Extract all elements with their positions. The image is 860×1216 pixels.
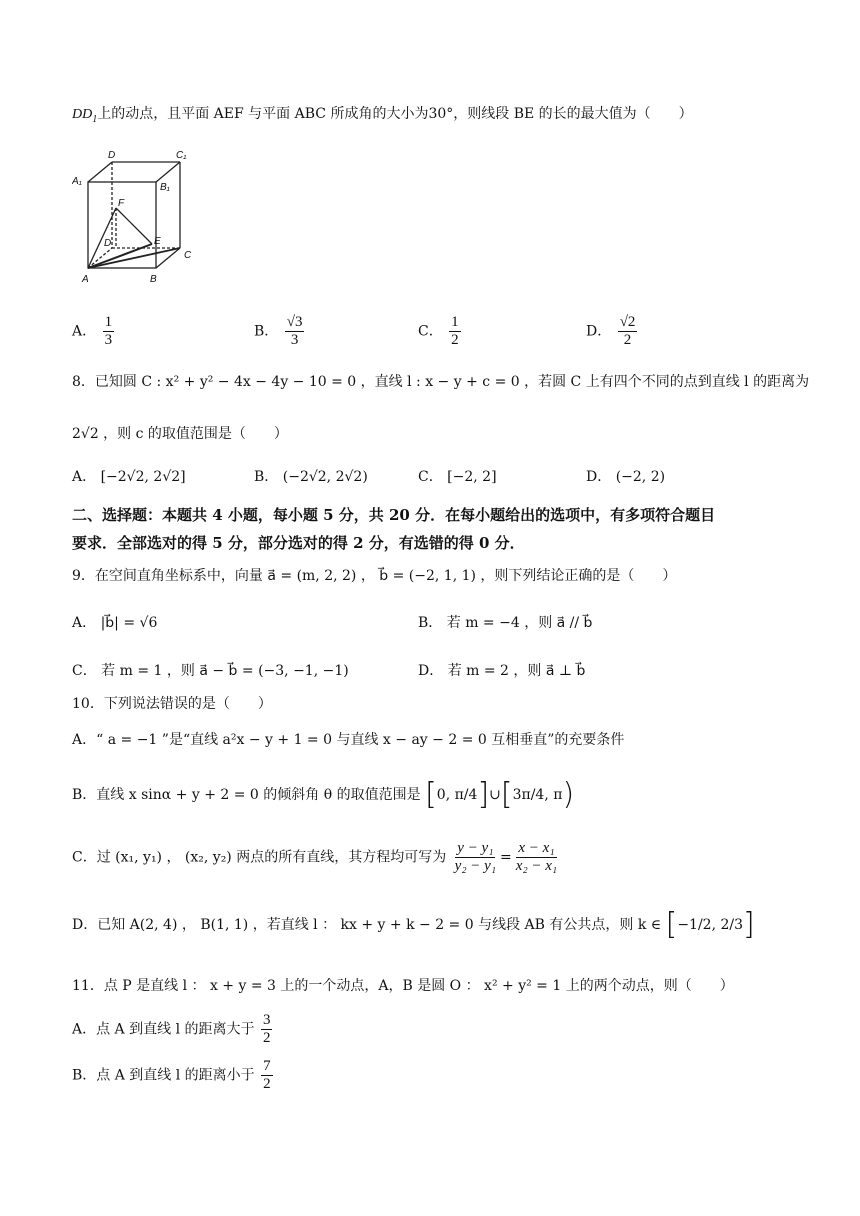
fig-label-A1: A₁	[72, 176, 82, 187]
q7-option-c-letter: C．	[418, 323, 443, 340]
q8-option-b[interactable]	[254, 466, 368, 486]
q8-option-c-letter: C．	[418, 469, 443, 485]
q7-option-c-num: 1	[451, 314, 459, 330]
q8-stem-line1: 8．已知圆 C : x² + y² − 4x − 4y − 10 = 0 ，直线 l : x − y + c = 0 ，若圆 C 上有四个不同的点到直线 l 的距离为	[72, 374, 810, 390]
q10-option-a[interactable]: A．“ a = −1 ”是“直线 a²x − y + 1 = 0 与直线 x − ay − 2 = 0 互相垂直”的充要条件	[72, 732, 625, 748]
q9-option-d-text: 若 m = 2 ，则 a⃗ ⊥ b⃗	[447, 663, 586, 679]
q8-option-d-letter: D．	[586, 469, 612, 485]
q8-option-a-text: [−2√2, 2√2]	[100, 469, 186, 485]
q10-option-c[interactable]	[72, 840, 800, 875]
q9-option-d[interactable]	[418, 660, 585, 680]
q10-stem: 10．下列说法错误的是（ ）	[72, 696, 272, 712]
q10-option-b-range1: 0, π/4	[436, 787, 478, 803]
q9-option-b[interactable]	[418, 612, 592, 632]
q10-c-left-num: y − y₁	[457, 840, 494, 856]
q11-option-a-num: 3	[262, 1012, 271, 1028]
q7-option-c-den: 2	[451, 331, 459, 348]
q10-c-right-den: x₂ − x₁	[515, 857, 558, 874]
q7-option-a[interactable]	[72, 314, 116, 349]
q9-stem: 9．在空间直角坐标系中，向量 a⃗ = (m, 2, 2) ， b⃗ = (−2, 1, 1) ，则下列结论正确的是（ ）	[72, 568, 677, 584]
q7-option-b-den: 3	[290, 331, 299, 348]
q7-stem	[72, 106, 800, 126]
q10-d-bracket-open: [	[665, 907, 678, 942]
fig-label-D: D	[104, 238, 112, 249]
q9-option-b-text: 若 m = −4 ，则 a⃗ // b⃗	[446, 615, 593, 631]
q7-option-d-letter: D．	[586, 323, 612, 340]
q8-option-a[interactable]	[72, 466, 186, 486]
q8-option-b-text: (−2√2, 2√2)	[282, 469, 368, 485]
q7-stem-text: 上的动点，且平面 AEF 与平面 ABC 所成角的大小为30°，则线段 BE 的长的最大值为（ ）	[97, 106, 693, 122]
q11-stem: 11．点 P 是直线 l ： x + y = 3 上的一个动点，A，B 是圆 O ： x² + y² = 1 上的两个动点，则（ ）	[72, 978, 734, 994]
q8-option-d-text: (−2, 2)	[615, 469, 666, 485]
q8-option-c[interactable]	[418, 466, 497, 486]
fig-label-D1: D	[108, 150, 116, 161]
q7-stem-sub: 1	[92, 113, 98, 125]
q10-option-c-text: C．过 (x₁, y₁) ， (x₂, y₂) 两点的所有直线，其方程均可写为	[72, 849, 447, 866]
q10-bracket-close-1: ]	[477, 777, 490, 812]
q9-option-a-text: |b⃗| = √6	[100, 615, 158, 631]
fig-label-C1: C₁	[176, 150, 187, 161]
q7-option-c[interactable]	[418, 314, 463, 349]
q7-option-d-num: √2	[619, 314, 636, 330]
q7-option-a-letter: A．	[72, 323, 97, 340]
q7-option-a-den: 3	[104, 331, 113, 348]
q7-option-b-letter: B．	[254, 323, 279, 340]
q10-d-bracket-close: ]	[743, 907, 755, 942]
q7-option-a-num: 1	[104, 314, 113, 330]
section2-heading-line2: 要求．全部选对的得 5 分，部分选对的得 2 分，有选错的得 0 分．	[72, 534, 525, 552]
q10-bracket-open-1: [	[425, 777, 437, 812]
fig-label-B1: B₁	[160, 182, 170, 193]
fig-label-E: E	[154, 236, 161, 247]
q10-c-equals: =	[500, 849, 512, 866]
q10-option-b-range2: 3π/4, π	[512, 787, 563, 803]
q7-option-b-num: √3	[286, 314, 303, 330]
q10-c-left-den: y₂ − y₁	[454, 857, 497, 874]
q11-option-b-num: 7	[263, 1058, 271, 1074]
q9-option-c-letter: C．	[72, 663, 97, 679]
q10-option-b-text: B．直线 x sinα + y + 2 = 0 的倾斜角 θ 的取值范围是	[72, 787, 421, 803]
q7-option-d[interactable]	[586, 314, 639, 349]
q9-option-c-text: 若 m = 1 ，则 a⃗ − b⃗ = (−3, −1, −1)	[101, 663, 349, 679]
q11-option-a[interactable]	[72, 1012, 800, 1047]
q8-option-d[interactable]	[586, 466, 665, 486]
q7-stem-dd: DD	[72, 107, 93, 122]
fig-label-A: A	[82, 274, 89, 285]
q7-option-d-den: 2	[623, 331, 632, 348]
q9-option-d-letter: D．	[418, 663, 444, 679]
fig-label-F: F	[118, 198, 125, 209]
q9-option-a[interactable]	[72, 612, 157, 632]
q10-bracket-open-2: [	[500, 777, 513, 812]
q10-paren-close-2: )	[562, 777, 575, 812]
q11-option-b-text: B．点 A 到直线 l 的距离小于	[72, 1067, 255, 1084]
q9-option-c[interactable]	[72, 660, 349, 680]
q10-option-d[interactable]	[72, 907, 800, 942]
q8-option-c-text: [−2, 2]	[447, 469, 497, 485]
q11-option-b[interactable]	[72, 1058, 800, 1093]
q10-union-symbol: ∪	[489, 787, 501, 803]
section2-heading-line1: 二、选择题：本题共 4 小题，每小题 5 分，共 20 分．在每小题给出的选项中，有多项符合题目	[72, 506, 716, 524]
q8-option-b-letter: B．	[254, 469, 279, 485]
q8-stem-line2: 2√2 ，则 c 的取值范围是（ ）	[72, 426, 288, 442]
q9-option-a-letter: A．	[72, 615, 97, 631]
q10-option-b[interactable]	[72, 777, 800, 812]
fig-label-B: B	[150, 274, 157, 285]
q11-option-b-den: 2	[263, 1075, 271, 1092]
fig-label-C: C	[184, 250, 192, 261]
q10-option-d-range: −1/2, 2/3	[677, 917, 744, 933]
cube-figure	[72, 148, 204, 288]
q10-option-d-text: D．已知 A(2, 4) ， B(1, 1) ，若直线 l ： kx + y + k − 2 = 0 与线段 AB 有公共点，则 k ∈	[72, 917, 662, 933]
q10-c-right-num: x − x₁	[518, 840, 555, 856]
q9-option-b-letter: B．	[418, 615, 443, 631]
q11-option-a-text: A．点 A 到直线 l 的距离大于	[72, 1021, 255, 1038]
q7-option-b[interactable]	[254, 314, 306, 349]
q11-option-a-den: 2	[262, 1029, 271, 1046]
q8-option-a-letter: A．	[72, 469, 97, 485]
